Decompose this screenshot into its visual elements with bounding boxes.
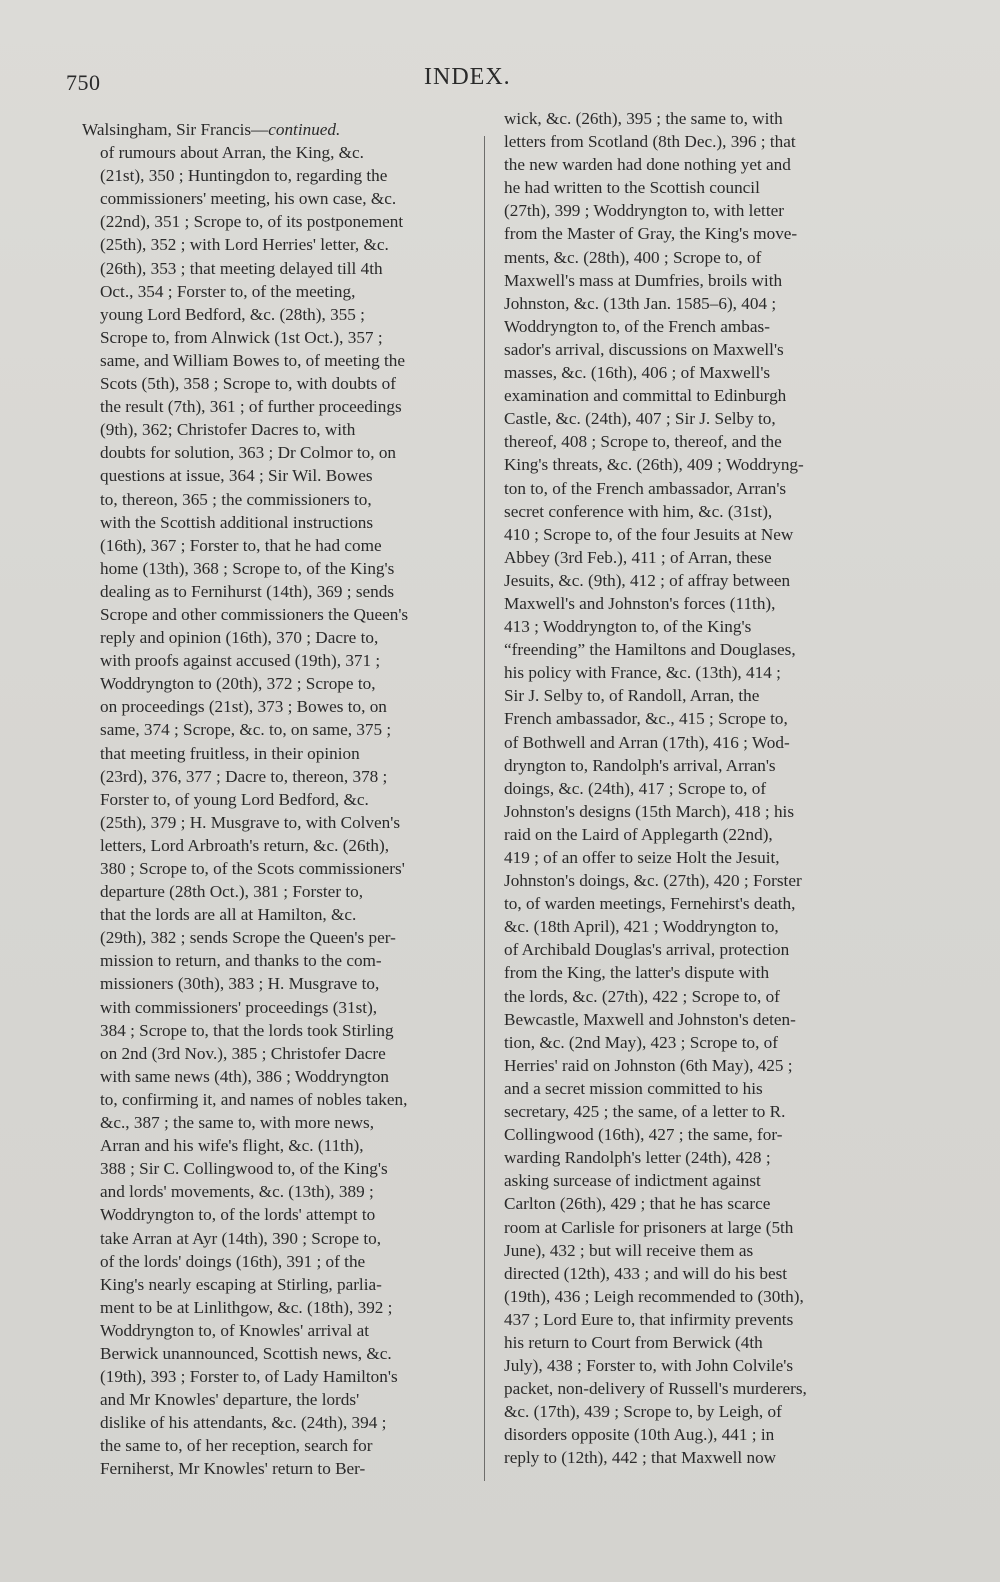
index-text-line: July), 438 ; Forster to, with John Colvile's: [504, 1356, 794, 1376]
index-text-line: Woddryngton to (20th), 372 ; Scrope to,: [100, 674, 376, 694]
page-number: 750: [66, 70, 101, 95]
index-text-line: home (13th), 368 ; Scrope to, of the King's: [100, 558, 395, 578]
index-text-line: ton to, of the French ambassador, Arran's: [504, 478, 787, 498]
index-text-line: room at Carlisle for prisoners at large (5th: [504, 1217, 794, 1237]
index-text-line: same, and William Bowes to, of meeting the: [100, 350, 405, 370]
index-text-line: with same news (4th), 386 ; Woddryngton: [100, 1066, 390, 1086]
index-text-line: (19th), 393 ; Forster to, of Lady Hamilton's: [100, 1367, 398, 1387]
index-text-line: with the Scottish additional instructions: [100, 512, 374, 532]
index-text-line: from the King, the latter's dispute with: [504, 963, 770, 983]
index-text-line: the lords, &c. (27th), 422 ; Scrope to, of: [504, 986, 780, 1006]
index-text-line: with proofs against accused (19th), 371 ;: [100, 651, 381, 671]
index-text-line: letters from Scotland (8th Dec.), 396 ; that: [504, 132, 796, 152]
index-text-line: French ambassador, &c., 415 ; Scrope to,: [504, 709, 788, 729]
index-heading-continued: continued.: [268, 120, 341, 139]
index-text-line: that meeting fruitless, in their opinion: [100, 743, 360, 763]
index-text-line: that the lords are all at Hamilton, &c.: [100, 905, 357, 925]
index-text-line: wick, &c. (26th), 395 ; the same to, with: [504, 109, 783, 128]
index-text-line: Maxwell's and Johnston's forces (11th),: [504, 593, 776, 613]
index-text-line: Scrope and other commissioners the Queen's: [100, 604, 409, 624]
index-text-line: (19th), 436 ; Leigh recommended to (30th),: [504, 1286, 804, 1306]
index-text-line: take Arran at Ayr (14th), 390 ; Scrope to,: [100, 1228, 381, 1248]
index-heading: [82, 118, 470, 141]
index-text-line: of rumours about Arran, the King, &c.: [100, 143, 364, 163]
index-text-line: of Archibald Douglas's arrival, protection: [504, 940, 790, 960]
index-text-line: June), 432 ; but will receive them as: [504, 1240, 754, 1260]
index-text-line: masses, &c. (16th), 406 ; of Maxwell's: [504, 363, 771, 383]
index-text-line: (26th), 353 ; that meeting delayed till 4th: [100, 258, 383, 278]
index-text-line: secret conference with him, &c. (31st),: [504, 501, 773, 521]
index-text-line: Berwick unannounced, Scottish news, &c.: [100, 1343, 392, 1363]
index-text-line: (16th), 367 ; Forster to, that he had come: [100, 535, 382, 555]
index-text-line: he had written to the Scottish council: [504, 178, 760, 198]
index-text-line: secretary, 425 ; the same, of a letter to R.: [504, 1102, 786, 1122]
index-text-line: Collingwood (16th), 427 ; the same, for-: [504, 1125, 783, 1145]
index-text-line: his return to Court from Berwick (4th: [504, 1332, 763, 1352]
index-text-line: and lords' movements, &c. (13th), 389 ;: [100, 1182, 374, 1202]
index-text-line: King's threats, &c. (26th), 409 ; Woddryng-: [504, 455, 804, 475]
index-text-line: questions at issue, 364 ; Sir Wil. Bowes: [100, 466, 373, 486]
index-text-line: directed (12th), 433 ; and will do his best: [504, 1263, 788, 1283]
index-text-line: Sir J. Selby to, of Randoll, Arran, the: [504, 686, 760, 706]
index-text-line: 437 ; Lord Eure to, that infirmity prevents: [504, 1309, 794, 1329]
index-text-line: King's nearly escaping at Stirling, parlia-: [100, 1274, 382, 1294]
index-text-line: Woddryngton to, of the lords' attempt to: [100, 1205, 376, 1225]
index-text-line: on 2nd (3rd Nov.), 385 ; Christofer Dacre: [100, 1043, 386, 1063]
index-text-line: to, thereon, 365 ; the commissioners to,: [100, 489, 372, 509]
index-text-line: of Bothwell and Arran (17th), 416 ; Wod-: [504, 732, 790, 752]
index-text-line: Scots (5th), 358 ; Scrope to, with doubts of: [100, 374, 396, 394]
index-text-line: Oct., 354 ; Forster to, of the meeting,: [100, 281, 356, 301]
index-text-line: and Mr Knowles' departure, the lords': [100, 1390, 360, 1410]
index-text-line: “freending” the Hamiltons and Douglases,: [504, 640, 796, 660]
index-text-line: 419 ; of an offer to seize Holt the Jesuit,: [504, 848, 780, 867]
index-text-line: Bewcastle, Maxwell and Johnston's deten-: [504, 1009, 796, 1029]
index-text-line: (29th), 382 ; sends Scrope the Queen's per-: [100, 928, 396, 948]
index-text-line: Johnston's designs (15th March), 418 ; his: [504, 801, 795, 821]
index-text-line: same, 374 ; Scrope, &c. to, on same, 375 ;: [100, 720, 392, 740]
index-text-line: dislike of his attendants, &c. (24th), 394 ;: [100, 1413, 387, 1433]
index-text-line: (25th), 379 ; H. Musgrave to, with Colven's: [100, 812, 401, 832]
index-text-line: thereof, 408 ; Scrope to, thereof, and the: [504, 432, 782, 452]
index-text-line: 413 ; Woddryngton to, of the King's: [504, 617, 752, 637]
index-text-line: examination and committal to Edinburgh: [504, 386, 787, 406]
page-title: INDEX.: [424, 64, 511, 90]
index-text-line: 388 ; Sir C. Collingwood to, of the King's: [100, 1159, 388, 1179]
index-text-line: disorders opposite (10th Aug.), 441 ; in: [504, 1425, 775, 1445]
index-text-line: asking surcease of indictment against: [504, 1171, 761, 1191]
right-column: [504, 107, 866, 1470]
index-text-line: Ferniherst, Mr Knowles' return to Ber-: [100, 1459, 366, 1479]
index-text-line: Maxwell's mass at Dumfries, broils with: [504, 270, 783, 290]
index-text-line: to, confirming it, and names of nobles taken,: [100, 1089, 408, 1109]
index-text-line: warding Randolph's letter (24th), 428 ;: [504, 1148, 771, 1168]
index-text-line: Forster to, of young Lord Bedford, &c.: [100, 789, 369, 809]
left-column-lines: [82, 141, 470, 1480]
index-text-line: Herries' raid on Johnston (6th May), 425 ;: [504, 1055, 793, 1075]
index-text-line: on proceedings (21st), 373 ; Bowes to, on: [100, 697, 387, 717]
index-text-line: ments, &c. (28th), 400 ; Scrope to, of: [504, 247, 762, 267]
index-text-line: doings, &c. (24th), 417 ; Scrope to, of: [504, 778, 767, 798]
index-text-line: &c. (18th April), 421 ; Woddryngton to,: [504, 917, 779, 937]
index-text-line: (25th), 352 ; with Lord Herries' letter, &c.: [100, 235, 389, 255]
index-text-line: his policy with France, &c. (13th), 414 ;: [504, 663, 781, 683]
index-text-line: (9th), 362; Christofer Dacres to, with: [100, 420, 356, 440]
index-text-line: raid on the Laird of Applegarth (22nd),: [504, 824, 773, 844]
index-text-line: Jesuits, &c. (9th), 412 ; of affray between: [504, 570, 791, 590]
index-text-line: Castle, &c. (24th), 407 ; Sir J. Selby to,: [504, 409, 776, 429]
index-text-line: Abbey (3rd Feb.), 411 ; of Arran, these: [504, 547, 772, 567]
index-text-line: 410 ; Scrope to, of the four Jesuits at New: [504, 524, 794, 544]
index-text-line: dryngton to, Randolph's arrival, Arran's: [504, 755, 776, 775]
index-text-line: dealing as to Fernihurst (14th), 369 ; sends: [100, 581, 395, 601]
index-text-line: and a secret mission committed to his: [504, 1078, 763, 1098]
index-text-line: young Lord Bedford, &c. (28th), 355 ;: [100, 304, 365, 324]
right-column-lines: [504, 107, 866, 1470]
index-text-line: the new warden had done nothing yet and: [504, 155, 791, 175]
index-text-line: &c. (17th), 439 ; Scrope to, by Leigh, of: [504, 1402, 782, 1422]
index-text-line: of the lords' doings (16th), 391 ; of the: [100, 1251, 366, 1271]
index-text-line: Johnston, &c. (13th Jan. 1585–6), 404 ;: [504, 293, 777, 313]
index-text-line: letters, Lord Arbroath's return, &c. (26th),: [100, 835, 389, 855]
index-text-line: (22nd), 351 ; Scrope to, of its postponement: [100, 212, 404, 232]
index-text-line: departure (28th Oct.), 381 ; Forster to,: [100, 882, 363, 902]
index-text-line: sador's arrival, discussions on Maxwell's: [504, 339, 784, 359]
index-text-line: Scrope to, from Alnwick (1st Oct.), 357 ;: [100, 327, 383, 347]
index-text-line: with commissioners' proceedings (31st),: [100, 997, 378, 1017]
column-divider: [484, 136, 485, 1481]
index-text-line: Arran and his wife's flight, &c. (11th),: [100, 1136, 364, 1156]
index-text-line: reply to (12th), 442 ; that Maxwell now: [504, 1448, 777, 1468]
index-text-line: reply and opinion (16th), 370 ; Dacre to,: [100, 628, 379, 648]
index-text-line: &c., 387 ; the same to, with more news,: [100, 1113, 374, 1133]
index-text-line: Woddryngton to, of the French ambas-: [504, 316, 770, 336]
index-text-line: Johnston's doings, &c. (27th), 420 ; Forster: [504, 871, 802, 891]
index-text-line: (21st), 350 ; Huntingdon to, regarding the: [100, 166, 388, 186]
index-text-line: (23rd), 376, 377 ; Dacre to, thereon, 378 ;: [100, 766, 388, 786]
index-text-line: mission to return, and thanks to the com-: [100, 951, 382, 971]
index-text-line: the result (7th), 361 ; of further proceedings: [100, 397, 402, 417]
index-text-line: Woddryngton to, of Knowles' arrival at: [100, 1320, 370, 1340]
index-text-line: commissioners' meeting, his own case, &c.: [100, 189, 397, 209]
index-text-line: missioners (30th), 383 ; H. Musgrave to,: [100, 974, 380, 994]
index-text-line: 380 ; Scrope to, of the Scots commissioners': [100, 859, 405, 878]
index-text-line: doubts for solution, 363 ; Dr Colmor to, on: [100, 443, 397, 463]
left-column: [82, 118, 470, 1481]
index-text-line: to, of warden meetings, Fernehirst's death,: [504, 894, 796, 914]
index-heading-name: Walsingham, Sir Francis—: [82, 120, 269, 139]
index-text-line: packet, non-delivery of Russell's murderers,: [504, 1379, 807, 1399]
index-text-line: the same to, of her reception, search for: [100, 1436, 373, 1456]
index-text-line: Carlton (26th), 429 ; that he has scarce: [504, 1194, 771, 1214]
index-text-line: 384 ; Scrope to, that the lords took Stirling: [100, 1020, 394, 1040]
index-text-line: tion, &c. (2nd May), 423 ; Scrope to, of: [504, 1032, 779, 1052]
index-text-line: ment to be at Linlithgow, &c. (18th), 392 ;: [100, 1297, 393, 1317]
index-text-line: from the Master of Gray, the King's move-: [504, 224, 798, 244]
index-text-line: (27th), 399 ; Woddryngton to, with letter: [504, 201, 784, 221]
